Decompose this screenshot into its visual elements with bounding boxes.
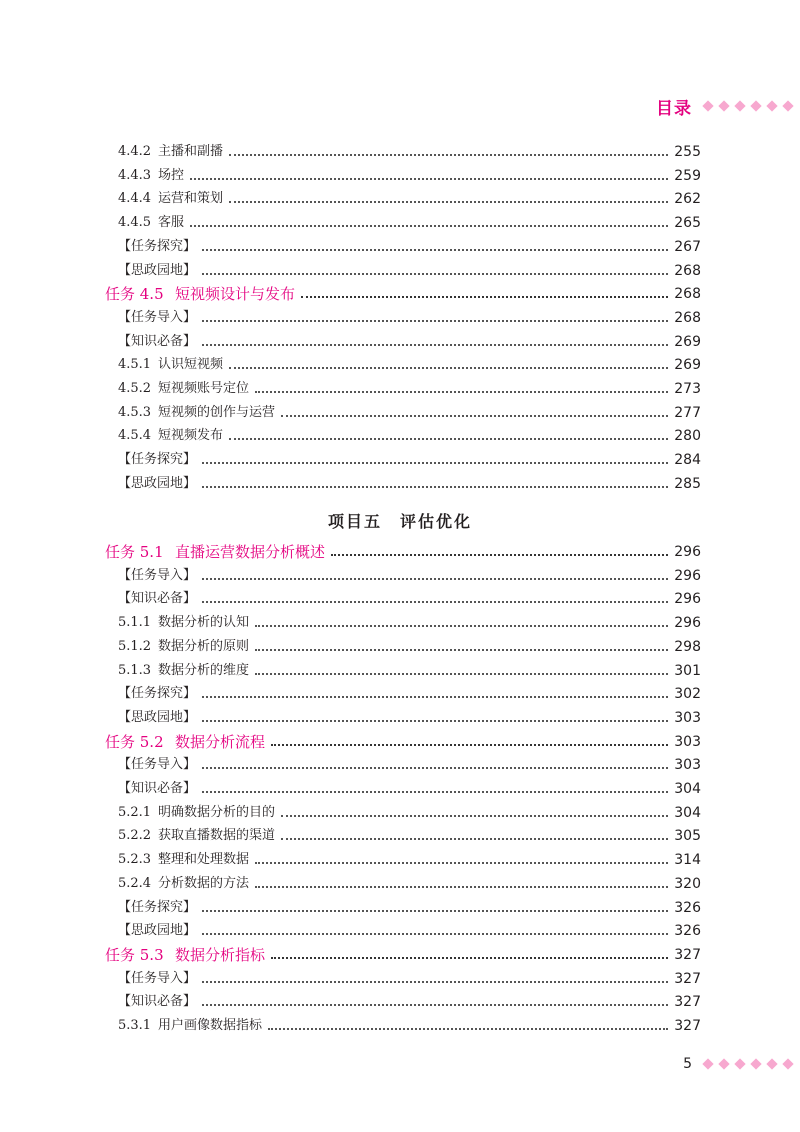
- toc-entry-label: 分析数据的方法: [158, 875, 250, 891]
- toc-entry-number: 4.5.2: [118, 381, 152, 396]
- toc-entry-label: 数据分析的维度: [158, 662, 250, 678]
- diamond-icon: [718, 1058, 729, 1069]
- toc-entry-page: 296: [674, 567, 701, 584]
- dot-leader: [202, 273, 668, 275]
- page-number: 5: [683, 1056, 692, 1072]
- project-title: 项目五 评估优化: [327, 512, 472, 531]
- toc-entry-page: 262: [674, 191, 701, 208]
- dot-leader: [281, 415, 668, 417]
- toc-entry-number: 4.5.1: [118, 357, 152, 373]
- toc-entry-page: 296: [674, 544, 701, 560]
- header-diamond-ornament: [700, 102, 796, 110]
- toc-entry-page: 268: [674, 262, 701, 279]
- toc-entry-page: 303: [674, 757, 701, 774]
- diamond-icon: [766, 1058, 777, 1069]
- diamond-icon: [766, 100, 777, 111]
- dot-leader: [255, 625, 668, 627]
- toc-entry[interactable]: [118, 986, 701, 1010]
- toc-entry[interactable]: [118, 444, 701, 468]
- toc-entry-label: 场控: [158, 167, 185, 183]
- diamond-icon: [734, 1058, 745, 1069]
- dot-leader: [281, 838, 668, 840]
- toc-entry[interactable]: [118, 302, 701, 326]
- diamond-icon: [734, 100, 745, 111]
- toc-entry[interactable]: [118, 373, 701, 397]
- toc-entry[interactable]: [118, 468, 701, 492]
- diamond-icon: [782, 100, 793, 111]
- toc-entry-number: 任务 4.5: [105, 285, 164, 304]
- toc-entry-page: 301: [674, 662, 701, 679]
- toc-entry-page: 296: [674, 615, 701, 632]
- toc-entry-number: 5.3.1: [118, 1018, 152, 1033]
- dot-leader: [255, 862, 668, 864]
- dot-leader: [202, 791, 668, 793]
- dot-leader: [202, 1004, 668, 1006]
- toc-entry[interactable]: [118, 607, 701, 631]
- diamond-icon: [702, 100, 713, 111]
- toc-entry-page: 285: [674, 475, 701, 492]
- toc-entry-label: 数据分析指标: [175, 945, 266, 964]
- toc-entry[interactable]: [118, 255, 701, 279]
- dot-leader: [202, 767, 668, 769]
- toc-entry-page: 255: [674, 144, 701, 160]
- page-header: [656, 91, 796, 121]
- toc-entry-page: 269: [674, 357, 701, 374]
- toc-entry-number: 4.4.5: [118, 215, 152, 231]
- header-title: 目录: [656, 98, 692, 119]
- toc-entry-number: 4.4.4: [118, 191, 152, 207]
- toc-entry[interactable]: [118, 820, 701, 844]
- toc-entry[interactable]: [118, 349, 701, 373]
- toc-entry-label: 【知识必备】: [118, 591, 197, 607]
- toc-entry-label: 短视频发布: [158, 428, 224, 444]
- dot-leader: [229, 154, 668, 156]
- toc-entry-number: 4.4.3: [118, 167, 152, 183]
- dot-leader: [229, 367, 668, 369]
- dot-leader: [255, 649, 668, 651]
- toc-entry-page: 280: [674, 428, 701, 445]
- toc-entry-page: 269: [674, 333, 701, 350]
- toc-entry[interactable]: [118, 1010, 701, 1034]
- dot-leader: [202, 486, 668, 488]
- toc-entry[interactable]: [118, 631, 701, 655]
- toc-entry-label: 【知识必备】: [118, 333, 197, 349]
- toc-entry[interactable]: [118, 915, 701, 939]
- toc-entry[interactable]: [118, 773, 701, 797]
- toc-entry-number: 任务 5.3: [105, 945, 164, 964]
- toc-entry-page: 296: [674, 591, 701, 608]
- toc-entry-label: 明确数据分析的目的: [158, 804, 276, 820]
- toc-entry-label: 用户画像数据指标: [158, 1018, 263, 1033]
- toc-entry[interactable]: [118, 749, 701, 773]
- toc-entry-label: 数据分析的原则: [158, 638, 250, 654]
- toc-entry-page: 268: [674, 309, 701, 326]
- dot-leader: [255, 673, 668, 675]
- toc-entry-label: 【任务导入】: [118, 309, 197, 325]
- toc-entry[interactable]: [118, 397, 701, 421]
- dot-leader: [202, 720, 668, 722]
- toc-task-entry[interactable]: [105, 939, 701, 963]
- dot-leader: [202, 344, 668, 346]
- toc-entry[interactable]: [118, 702, 701, 726]
- toc-entry[interactable]: [118, 183, 701, 207]
- toc-entry-number: 任务 5.2: [105, 732, 164, 751]
- dot-leader: [255, 391, 668, 393]
- toc-entry-number: 5.2.4: [118, 875, 152, 891]
- dot-leader: [271, 744, 668, 746]
- toc-entry-page: 320: [674, 875, 701, 892]
- toc-task-entry[interactable]: [105, 278, 701, 302]
- toc-entry[interactable]: [118, 892, 701, 916]
- toc-entry[interactable]: [118, 844, 701, 868]
- toc-entry-page: 284: [674, 452, 701, 469]
- toc-entry-number: 4.4.2: [118, 144, 152, 159]
- toc-entry-label: 【思政园地】: [118, 475, 197, 491]
- dot-leader: [229, 201, 668, 203]
- toc-entry-page: 327: [674, 1018, 701, 1034]
- toc-entry-page: 268: [674, 286, 701, 303]
- dot-leader: [202, 696, 668, 698]
- toc-entry-label: 【任务探究】: [118, 899, 197, 915]
- toc-entry-label: 获取直播数据的渠道: [158, 828, 276, 844]
- toc-entry-label: 【任务探究】: [118, 238, 197, 254]
- dot-leader: [202, 320, 668, 322]
- dot-leader: [229, 438, 668, 440]
- dot-leader: [202, 601, 668, 603]
- toc-entry-label: 数据分析流程: [175, 732, 266, 751]
- toc-entry[interactable]: [118, 231, 701, 255]
- toc-entry-page: 302: [674, 686, 701, 703]
- diamond-icon: [750, 1058, 761, 1069]
- toc-entry-page: 314: [674, 852, 701, 869]
- toc-entry-page: 303: [674, 709, 701, 726]
- toc-entry-page: 326: [674, 923, 701, 940]
- toc-entry-label: 客服: [158, 215, 185, 231]
- toc-entry-label: 数据分析的认知: [158, 615, 250, 631]
- toc-entry-page: 265: [674, 215, 701, 232]
- toc-entry-page: 303: [674, 733, 701, 750]
- dot-leader: [271, 957, 668, 959]
- toc-entry-label: 【任务导入】: [118, 567, 197, 583]
- dot-leader: [268, 1028, 668, 1030]
- dot-leader: [202, 933, 668, 935]
- toc-entry-label: 短视频账号定位: [158, 381, 250, 396]
- toc-entry-label: 整理和处理数据: [158, 852, 250, 868]
- toc-entry-page: 327: [674, 946, 701, 963]
- toc-entry-label: 【任务导入】: [118, 757, 197, 773]
- dot-leader: [202, 249, 668, 251]
- toc-entry-label: 主播和副播: [158, 144, 224, 159]
- toc-entry-page: 304: [674, 781, 701, 797]
- toc-entry-number: 5.1.3: [118, 662, 152, 678]
- toc-entry-number: 5.2.1: [118, 804, 152, 820]
- toc-entry-label: 【任务导入】: [118, 970, 197, 986]
- toc-entry-label: 短视频设计与发布: [175, 285, 296, 304]
- toc-entry-page: 326: [674, 899, 701, 916]
- toc-entry[interactable]: [118, 797, 701, 821]
- toc-task-entry[interactable]: [105, 536, 701, 560]
- toc-entry-page: 267: [674, 238, 701, 255]
- toc-entry[interactable]: [118, 420, 701, 444]
- toc-entry[interactable]: [118, 560, 701, 584]
- toc-entry[interactable]: [118, 326, 701, 350]
- toc-entry[interactable]: [118, 963, 701, 987]
- toc-entry-number: 任务 5.1: [105, 543, 164, 561]
- page-footer: [683, 1054, 796, 1074]
- toc-entry[interactable]: [118, 868, 701, 892]
- toc-entry-page: 277: [674, 404, 701, 421]
- toc-task-entry[interactable]: [105, 726, 701, 750]
- toc-entry[interactable]: [118, 655, 701, 679]
- toc-entry-label: 【思政园地】: [118, 923, 197, 939]
- toc-entry-label: 【知识必备】: [118, 994, 197, 1010]
- dot-leader: [202, 578, 668, 580]
- dot-leader: [190, 225, 668, 227]
- diamond-icon: [702, 1058, 713, 1069]
- toc-entry-number: 5.1.2: [118, 638, 152, 654]
- toc-entry-label: 【任务探究】: [118, 452, 197, 468]
- toc-entry-label: 【思政园地】: [118, 262, 197, 278]
- toc-entry-number: 4.5.3: [118, 404, 152, 420]
- toc-entry-label: 运营和策划: [158, 191, 224, 207]
- dot-leader: [301, 296, 668, 298]
- toc-entry-page: 327: [674, 970, 701, 987]
- toc-entry-number: 5.2.2: [118, 828, 152, 844]
- diamond-icon: [718, 100, 729, 111]
- dot-leader: [202, 910, 668, 912]
- toc-entry-label: 【思政园地】: [118, 709, 197, 725]
- toc-entry-number: 4.5.4: [118, 428, 152, 444]
- diamond-icon: [750, 100, 761, 111]
- diamond-icon: [782, 1058, 793, 1069]
- toc-entry[interactable]: [118, 160, 701, 184]
- dot-leader: [331, 554, 668, 556]
- toc-entry-number: 5.1.1: [118, 615, 152, 631]
- toc-entry-page: 259: [674, 167, 701, 184]
- toc-entry-label: 【任务探究】: [118, 686, 197, 702]
- dot-leader: [281, 815, 668, 817]
- toc-entry-label: 短视频的创作与运营: [158, 404, 276, 420]
- dot-leader: [190, 178, 668, 180]
- toc-entry[interactable]: [118, 583, 701, 607]
- toc-entry-label: 直播运营数据分析概述: [175, 543, 326, 561]
- toc-entry-label: 【知识必备】: [118, 781, 197, 796]
- footer-diamond-ornament: [700, 1060, 796, 1068]
- toc-entry[interactable]: [118, 207, 701, 231]
- toc-entry-page: 298: [674, 638, 701, 655]
- toc-entry-label: 认识短视频: [158, 357, 224, 373]
- toc-entry[interactable]: [118, 678, 701, 702]
- dot-leader: [255, 886, 668, 888]
- toc-entry-page: 273: [674, 381, 701, 397]
- toc-entry-page: 304: [674, 804, 701, 821]
- toc-entry-page: 327: [674, 994, 701, 1011]
- toc-entry[interactable]: [118, 136, 701, 160]
- dot-leader: [202, 462, 668, 464]
- dot-leader: [202, 981, 668, 983]
- toc-entry-page: 305: [674, 828, 701, 845]
- toc-entry-number: 5.2.3: [118, 852, 152, 868]
